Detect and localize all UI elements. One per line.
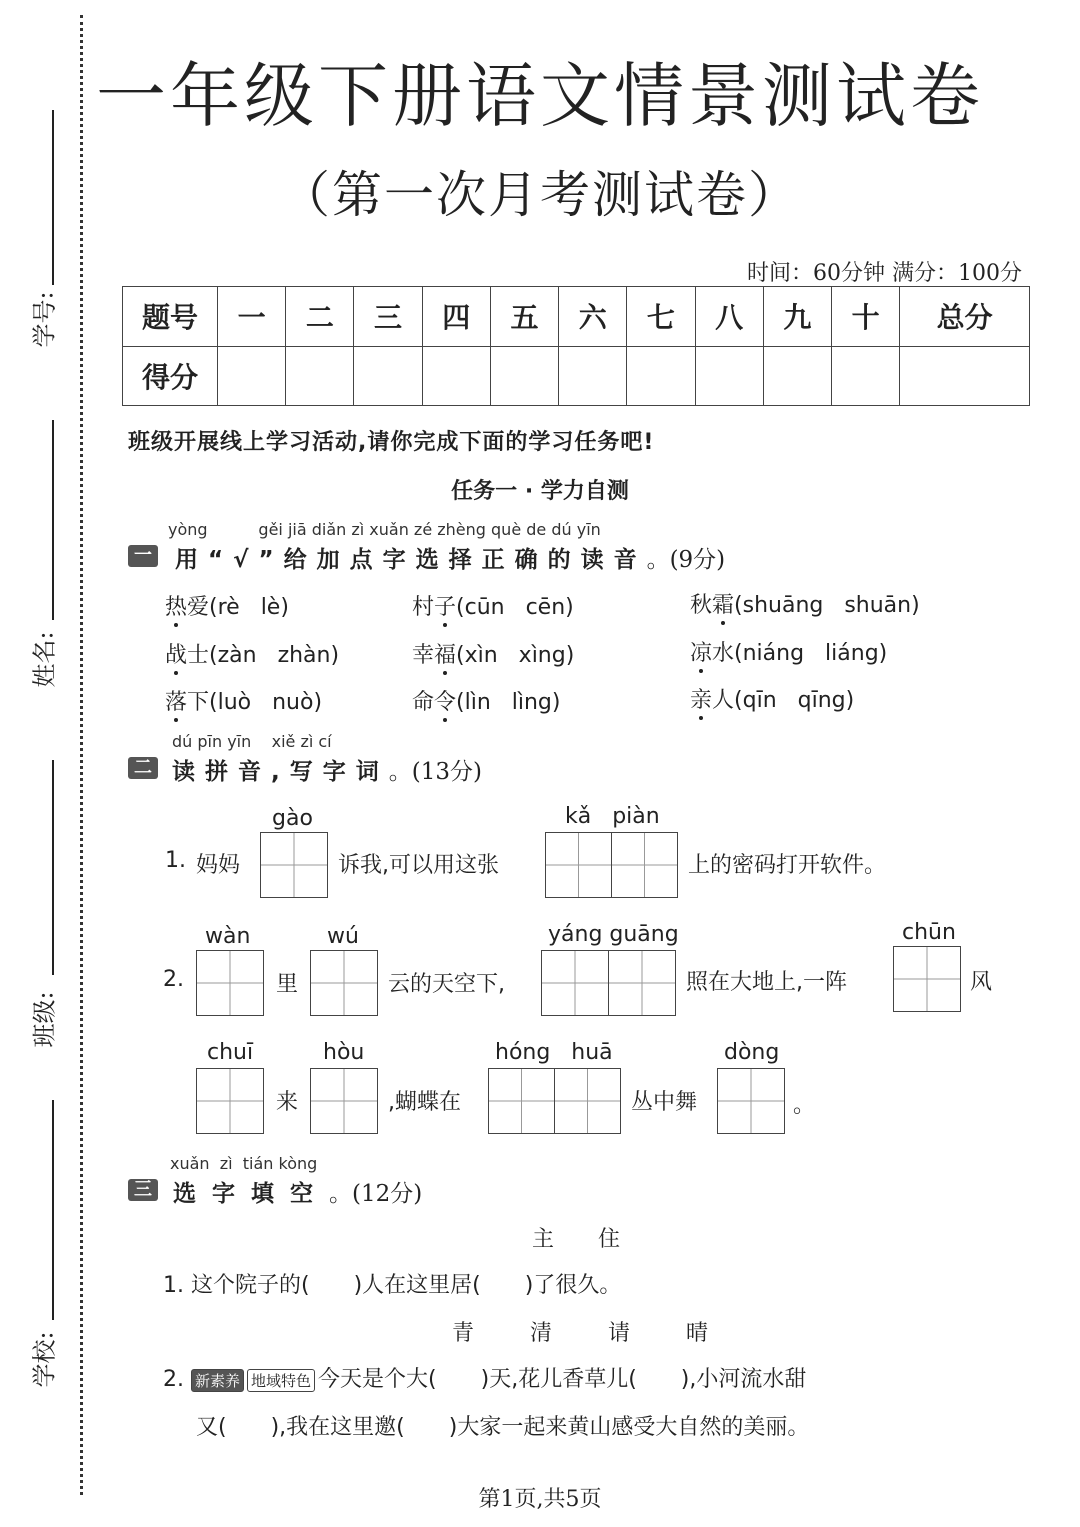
reading-item[interactable]: 热爱(rè lè) <box>165 595 289 620</box>
side-rule-class <box>52 760 54 975</box>
side-label-name: 姓名: <box>30 631 59 688</box>
new-literacy-badge: 新素养 <box>191 1369 244 1392</box>
tianzi-box[interactable] <box>310 1068 378 1134</box>
section3-title-text: 选字填空 <box>173 1181 329 1207</box>
score-table-header-row <box>123 287 1030 347</box>
section2-title-text: 读拼音,写字词 <box>172 759 389 785</box>
side-label-class: 班级: <box>30 991 59 1048</box>
side-rule-name <box>52 420 54 620</box>
score-cell-header: 三 <box>354 287 422 347</box>
section3-badge: 三 <box>128 1179 158 1201</box>
tianzi-box[interactable] <box>893 946 961 1012</box>
question-number: 2. <box>163 967 184 992</box>
score-cell-blank[interactable] <box>831 346 899 406</box>
tianzi-box[interactable] <box>260 832 328 898</box>
sentence-text: 里 <box>276 972 299 997</box>
reading-item[interactable]: 村子(cūn cēn) <box>412 595 574 620</box>
pinyin-hint: dòng <box>724 1040 780 1065</box>
score-cell-blank[interactable] <box>900 346 1030 406</box>
score-row-label: 得分 <box>123 346 218 406</box>
sentence-text: 上的密码打开软件。 <box>688 853 887 878</box>
sentence-text: 丛中舞 <box>631 1090 698 1115</box>
tianzi-box[interactable] <box>554 1068 621 1134</box>
fill-text: 今天是个大( )天,花儿香草儿( ),小河流水甜 <box>318 1367 807 1392</box>
fill-sentence[interactable]: 又( ),我在这里邀( )大家一起来黄山感受大自然的美丽。 <box>196 1415 810 1440</box>
score-cell-blank[interactable] <box>490 346 558 406</box>
section1-title <box>175 541 725 574</box>
tianzi-box[interactable] <box>611 832 678 898</box>
section2-badge: 二 <box>128 757 158 779</box>
time-info: 时间：60分钟 满分：100分 <box>747 261 1022 286</box>
score-cell-blank[interactable] <box>763 346 831 406</box>
score-cell-header: 二 <box>286 287 354 347</box>
tianzi-box[interactable] <box>541 950 609 1016</box>
tianzi-box[interactable] <box>196 1068 264 1134</box>
score-cell-header: 题号 <box>123 287 218 347</box>
pinyin-hint: wú <box>327 924 359 949</box>
reading-item[interactable]: 命令(lìn lìng) <box>412 690 561 715</box>
page-footer: 第1页,共5页 <box>478 1487 602 1512</box>
intro-text: 班级开展线上学习活动,请你完成下面的学习任务吧! <box>128 430 655 455</box>
reading-item[interactable]: 亲人(qīn qīng) <box>690 688 855 713</box>
sentence-text: 诉我,可以用这张 <box>338 853 499 878</box>
sentence-text: 风 <box>970 970 993 995</box>
reading-item[interactable]: 幸福(xìn xìng) <box>412 643 575 668</box>
pinyin-hint: gào <box>272 806 313 831</box>
reading-item[interactable]: 秋霜(shuāng shuān) <box>690 593 920 618</box>
pinyin-hint: kǎ piàn <box>565 804 660 829</box>
score-cell-header: 十 <box>831 287 899 347</box>
tianzi-box[interactable] <box>608 950 676 1016</box>
score-table <box>122 286 1030 406</box>
page-title: 一年级下册语文情景测试卷 <box>96 55 984 137</box>
side-label-student-id: 学号: <box>30 291 59 348</box>
section3-score: 。(12分) <box>329 1181 423 1207</box>
regional-feature-badge: 地域特色 <box>247 1369 315 1392</box>
score-cell-header: 五 <box>490 287 558 347</box>
score-cell-blank[interactable] <box>422 346 490 406</box>
section1-title-text: 用“√”给加点字选择正确的读音 <box>175 547 647 573</box>
sentence-text: 。 <box>793 1093 816 1118</box>
sentence-text: 妈妈 <box>196 853 241 878</box>
side-label-school: 学校: <box>30 1331 59 1388</box>
choice-characters: 主 住 <box>532 1227 621 1252</box>
question-number: 1. <box>165 848 186 873</box>
section3-title <box>173 1175 422 1208</box>
tianzi-box[interactable] <box>545 832 612 898</box>
score-cell-header: 六 <box>559 287 627 347</box>
pinyin-hint: wàn <box>205 924 251 949</box>
fill-sentence[interactable] <box>163 1362 806 1393</box>
section1-score: 。(9分) <box>646 547 726 573</box>
binding-dotted-line <box>80 15 83 1495</box>
tianzi-box[interactable] <box>717 1068 785 1134</box>
score-cell-blank[interactable] <box>627 346 695 406</box>
score-cell-blank[interactable] <box>354 346 422 406</box>
side-rule-school <box>52 1100 54 1320</box>
score-cell-header: 一 <box>218 287 286 347</box>
page-subtitle: （第一次月考测试卷） <box>280 166 800 224</box>
pinyin-hint: yáng guāng <box>548 922 679 947</box>
reading-item[interactable]: 凉水(niáng liáng) <box>690 641 888 666</box>
fill-sentence[interactable]: 1. 这个院子的( )人在这里居( )了很久。 <box>163 1273 622 1298</box>
tianzi-box[interactable] <box>310 950 378 1016</box>
question-number: 2. <box>163 1367 184 1392</box>
score-cell-blank[interactable] <box>286 346 354 406</box>
task-heading: 任务一 · 学力自测 <box>451 479 629 504</box>
choice-characters: 青 清 请 晴 <box>452 1321 713 1346</box>
score-cell-header: 八 <box>695 287 763 347</box>
sentence-text: ,蝴蝶在 <box>388 1090 461 1115</box>
pinyin-hint: hóng huā <box>495 1040 613 1065</box>
section2-pinyin: dú pīn yīn xiě zì cí <box>172 732 332 751</box>
tianzi-box[interactable] <box>196 950 264 1016</box>
score-cell-header: 九 <box>763 287 831 347</box>
pinyin-hint: hòu <box>323 1040 365 1065</box>
tianzi-box[interactable] <box>488 1068 555 1134</box>
pinyin-hint: chuī <box>207 1040 254 1065</box>
section2-score: 。(13分) <box>388 759 482 785</box>
sentence-text: 来 <box>276 1090 299 1115</box>
score-cell-header: 总分 <box>900 287 1030 347</box>
score-cell-header: 四 <box>422 287 490 347</box>
pinyin-hint: chūn <box>902 920 956 945</box>
score-cell-blank[interactable] <box>559 346 627 406</box>
score-cell-blank[interactable] <box>218 346 286 406</box>
reading-item[interactable]: 落下(luò nuò) <box>165 690 323 715</box>
score-cell-header: 七 <box>627 287 695 347</box>
sentence-text: 云的天空下, <box>388 972 505 997</box>
score-table-score-row <box>123 346 1030 406</box>
score-cell-blank[interactable] <box>695 346 763 406</box>
section2-title <box>172 753 482 786</box>
section3-pinyin: xuǎn zì tián kòng <box>170 1154 318 1173</box>
section1-badge: 一 <box>128 545 158 567</box>
sentence-text: 照在大地上,一阵 <box>686 970 847 995</box>
section1-pinyin: yòng gěi jiā diǎn zì xuǎn zé zhèng què de dú yīn <box>168 520 601 539</box>
reading-item[interactable]: 战士(zàn zhàn) <box>165 643 340 668</box>
